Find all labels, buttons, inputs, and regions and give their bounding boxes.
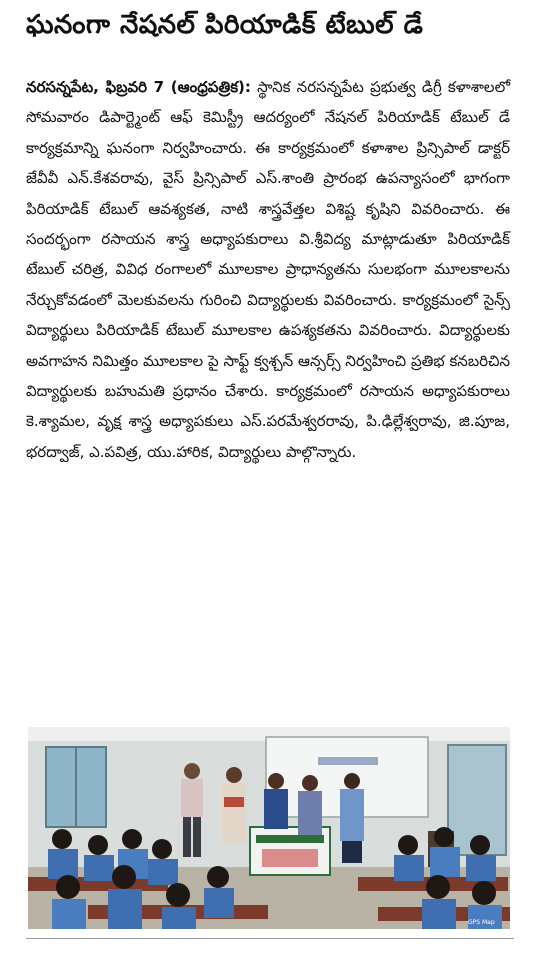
article-text: స్థానిక నరసన్నపేట ప్రభుత్వ డిగ్రీ కళాశాలలో సోమవారం డిపార్ట్మెంట్ ఆఫ్ కెమిస్ట్రీ ఆదర్యంలో నేషనల్ పిరియాడిక్ టేబుల్ డే కార్యక్రమాన్ని ఘనంగా నిర్వహించారు. ఈ కార్యక్రమంలో కళాశాల ప్రిన్సిపాల్ డాక్టర్ జేవీవీ ఎన్.కేశవరావు, వైస్ ప్రిన్సిపాల్ ఎస్.శాంతి ప్రారంభ ఉపన్యాసంలో భాగంగా పిరియాడిక్ టేబుల్ ఆవశ్యకత, నాటి శాస్త్రవేత్తల విశిష్ట కృషిని వివరించారు. ఈ సందర్భంగా రసాయన శాస్త్ర అధ్యాపకురాలు వి.శ్రీవిద్య మాట్లాడుతూ పిరియాడిక్ టేబుల్ చరిత్ర, వివిధ రంగాలలో మూలకాల ప్రాధాన్యతను సులభంగా మూలకాలను నేర్చుకోవడంలో మెలకువలను గురించి విద్యార్థులకు వివరించారు. కార్యక్రమంలో సైన్స్ విద్యార్థులు పిరియాడిక్ టేబుల్ మూలకాల ఉపశ్యకతను వివరించారు. విద్యార్థులకు అవగాహన నిమిత్తం మూలకాల పై సాఫ్ట్ క్వశ్చన్ ఆన్సర్స్ నిర్వహించి ప్రతిభ కనబరిచిన విద్యార్థులకు బహుమతి ప్రధానం చేశారు. కార్యక్రమంలో రసాయన అధ్యాపకురాలు కె.శ్యామల, వృక్ష శాస్త్ర అధ్యాపకులు ఎస్.పరమేశ్వరరావు, పి.ఢిల్లేశ్వరావు, జి.పూజ, భరద్వాజ్, ఎ.పవిత్ర, యు.హారిక, విద్యార్థులు పాల్గొన్నారు. [26,78,511,461]
gps-watermark: GPS Map [468,919,495,926]
event-photo [28,727,510,929]
article-body [26,72,510,467]
dateline: నరసన్నపేట, ఫిబ్రవరి 7 (ఆంధ్రపత్రిక): [26,78,251,96]
headline: ఘనంగా నేషనల్ పిరియాడిక్ టేబుల్ డే [26,10,424,40]
column-divider [26,938,514,939]
